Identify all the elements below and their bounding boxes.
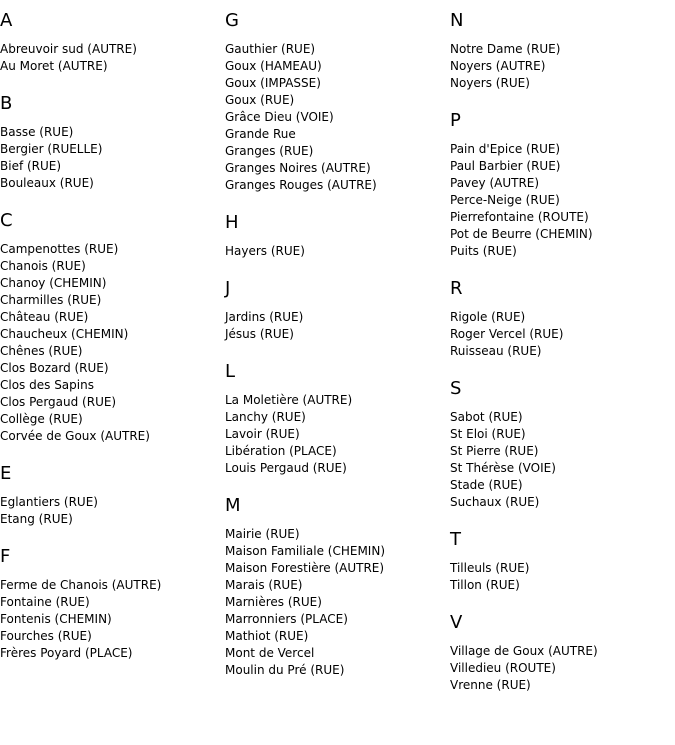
street-item: Bief (RUE)	[0, 159, 62, 173]
street-item: Roger Vercel (RUE)	[450, 327, 564, 341]
street-item: Libération (PLACE)	[225, 444, 337, 458]
street-item: Clos Pergaud (RUE)	[0, 395, 117, 409]
street-list	[0, 577, 222, 662]
street-list	[450, 409, 672, 511]
street-item: Campenottes (RUE)	[0, 242, 119, 256]
section-spacer	[225, 343, 447, 361]
index-column	[0, 10, 222, 662]
street-list	[0, 124, 222, 192]
letter-section	[225, 212, 447, 278]
letter-section	[450, 529, 672, 612]
section-letter-heading: N	[450, 10, 464, 31]
street-list	[0, 241, 222, 445]
section-spacer	[0, 192, 222, 210]
street-item: Goux (RUE)	[225, 93, 295, 107]
street-list	[225, 243, 447, 260]
letter-section	[0, 10, 222, 93]
letter-section	[0, 546, 222, 662]
street-item: Basse (RUE)	[0, 125, 74, 139]
section-letter-heading: S	[450, 378, 462, 399]
street-item: Marais (RUE)	[225, 578, 303, 592]
street-list	[225, 392, 447, 477]
street-item: Fontenis (CHEMIN)	[0, 612, 112, 626]
street-item: Noyers (RUE)	[450, 76, 530, 90]
section-letter-heading: T	[450, 529, 461, 550]
street-item: Moulin du Pré (RUE)	[225, 663, 345, 677]
street-item: Paul Barbier (RUE)	[450, 159, 561, 173]
street-list	[225, 526, 447, 679]
street-item: Jardins (RUE)	[225, 310, 304, 324]
street-item: St Thérèse (VOIE)	[450, 461, 556, 475]
street-item: Marnières (RUE)	[225, 595, 322, 609]
street-item: Goux (IMPASSE)	[225, 76, 321, 90]
street-list	[450, 643, 672, 694]
street-item: St Pierre (RUE)	[450, 444, 539, 458]
street-item: Marronniers (PLACE)	[225, 612, 348, 626]
street-item: Collège (RUE)	[0, 412, 83, 426]
section-letter-heading: M	[225, 495, 241, 516]
street-item: Maison Forestière (AUTRE)	[225, 561, 385, 575]
section-letter-heading: V	[450, 612, 463, 633]
letter-section	[450, 278, 672, 378]
street-item: La Moletière (AUTRE)	[225, 393, 353, 407]
street-item: Granges (RUE)	[225, 144, 314, 158]
section-spacer	[0, 75, 222, 93]
street-item: Maison Familiale (CHEMIN)	[225, 544, 386, 558]
street-item: Perce-Neige (RUE)	[450, 193, 560, 207]
section-spacer	[0, 445, 222, 463]
street-item: Goux (HAMEAU)	[225, 59, 322, 73]
letter-section	[450, 110, 672, 278]
letter-section	[0, 93, 222, 210]
street-item: Pain d'Epice (RUE)	[450, 142, 561, 156]
street-item: Louis Pergaud (RUE)	[225, 461, 347, 475]
street-item: St Eloi (RUE)	[450, 427, 526, 441]
section-letter-heading: E	[0, 463, 12, 484]
street-item: Bergier (RUELLE)	[0, 142, 103, 156]
street-list	[0, 494, 222, 528]
street-item: Lanchy (RUE)	[225, 410, 306, 424]
section-letter-heading: F	[0, 546, 11, 567]
street-item: Granges Rouges (AUTRE)	[225, 178, 377, 192]
street-item: Eglantiers (RUE)	[0, 495, 98, 509]
street-item: Noyers (AUTRE)	[450, 59, 546, 73]
street-item: Pavey (AUTRE)	[450, 176, 540, 190]
section-letter-heading: H	[225, 212, 239, 233]
section-spacer	[450, 594, 672, 612]
street-item: Chanoy (CHEMIN)	[0, 276, 107, 290]
street-item: Jésus (RUE)	[225, 327, 294, 341]
section-spacer	[450, 360, 672, 378]
section-spacer	[225, 260, 447, 278]
letter-section	[0, 463, 222, 546]
section-spacer	[0, 528, 222, 546]
street-item: Granges Noires (AUTRE)	[225, 161, 371, 175]
street-item: Mairie (RUE)	[225, 527, 300, 541]
street-item: Grande Rue	[225, 127, 296, 141]
letter-section	[225, 495, 447, 679]
letter-section	[225, 10, 447, 212]
letter-section	[450, 378, 672, 529]
street-item: Suchaux (RUE)	[450, 495, 540, 509]
street-list	[450, 309, 672, 360]
street-item: Au Moret (AUTRE)	[0, 59, 108, 73]
section-letter-heading: B	[0, 93, 13, 114]
letter-section	[450, 612, 672, 694]
street-item: Villedieu (ROUTE)	[450, 661, 556, 675]
letter-section	[225, 278, 447, 361]
section-spacer	[225, 477, 447, 495]
street-item: Fontaine (RUE)	[0, 595, 90, 609]
street-list	[450, 41, 672, 92]
street-item: Chênes (RUE)	[0, 344, 83, 358]
street-list	[0, 41, 222, 75]
street-item: Charmilles (RUE)	[0, 293, 102, 307]
street-list	[450, 560, 672, 594]
street-item: Hayers (RUE)	[225, 244, 305, 258]
street-item: Clos des Sapins	[0, 378, 94, 392]
letter-section	[450, 10, 672, 110]
street-item: Grâce Dieu (VOIE)	[225, 110, 334, 124]
street-item: Bouleaux (RUE)	[0, 176, 94, 190]
street-item: Fourches (RUE)	[0, 629, 92, 643]
street-item: Mont de Vercel	[225, 646, 315, 660]
street-item: Frères Poyard (PLACE)	[0, 646, 133, 660]
section-letter-heading: G	[225, 10, 239, 31]
section-letter-heading: L	[225, 361, 236, 382]
section-spacer	[450, 511, 672, 529]
street-item: Vrenne (RUE)	[450, 678, 531, 692]
index-column	[450, 10, 672, 694]
street-item: Mathiot (RUE)	[225, 629, 309, 643]
section-spacer	[450, 92, 672, 110]
street-item: Gauthier (RUE)	[225, 42, 316, 56]
street-item: Corvée de Goux (AUTRE)	[0, 429, 150, 443]
section-letter-heading: P	[450, 110, 461, 131]
street-item: Lavoir (RUE)	[225, 427, 300, 441]
section-letter-heading: A	[0, 10, 13, 31]
section-letter-heading: C	[0, 210, 13, 231]
street-item: Château (RUE)	[0, 310, 89, 324]
street-item: Tilleuls (RUE)	[450, 561, 530, 575]
street-item: Pot de Beurre (CHEMIN)	[450, 227, 593, 241]
street-item: Chanois (RUE)	[0, 259, 86, 273]
street-list	[450, 141, 672, 260]
street-item: Etang (RUE)	[0, 512, 73, 526]
street-item: Ruisseau (RUE)	[450, 344, 542, 358]
section-letter-heading: J	[225, 278, 231, 299]
letter-section	[225, 361, 447, 495]
street-item: Sabot (RUE)	[450, 410, 523, 424]
letter-section	[0, 210, 222, 463]
street-item: Abreuvoir sud (AUTRE)	[0, 42, 137, 56]
street-item: Clos Bozard (RUE)	[0, 361, 109, 375]
street-item: Stade (RUE)	[450, 478, 523, 492]
street-list	[225, 309, 447, 343]
street-item: Notre Dame (RUE)	[450, 42, 561, 56]
street-item: Rigole (RUE)	[450, 310, 526, 324]
street-item: Puits (RUE)	[450, 244, 517, 258]
street-item: Pierrefontaine (ROUTE)	[450, 210, 589, 224]
index-column	[225, 10, 447, 679]
street-list	[225, 41, 447, 194]
street-item: Ferme de Chanois (AUTRE)	[0, 578, 162, 592]
section-spacer	[225, 194, 447, 212]
section-letter-heading: R	[450, 278, 463, 299]
section-spacer	[450, 260, 672, 278]
street-item: Chaucheux (CHEMIN)	[0, 327, 129, 341]
street-item: Village de Goux (AUTRE)	[450, 644, 598, 658]
street-item: Tillon (RUE)	[450, 578, 520, 592]
